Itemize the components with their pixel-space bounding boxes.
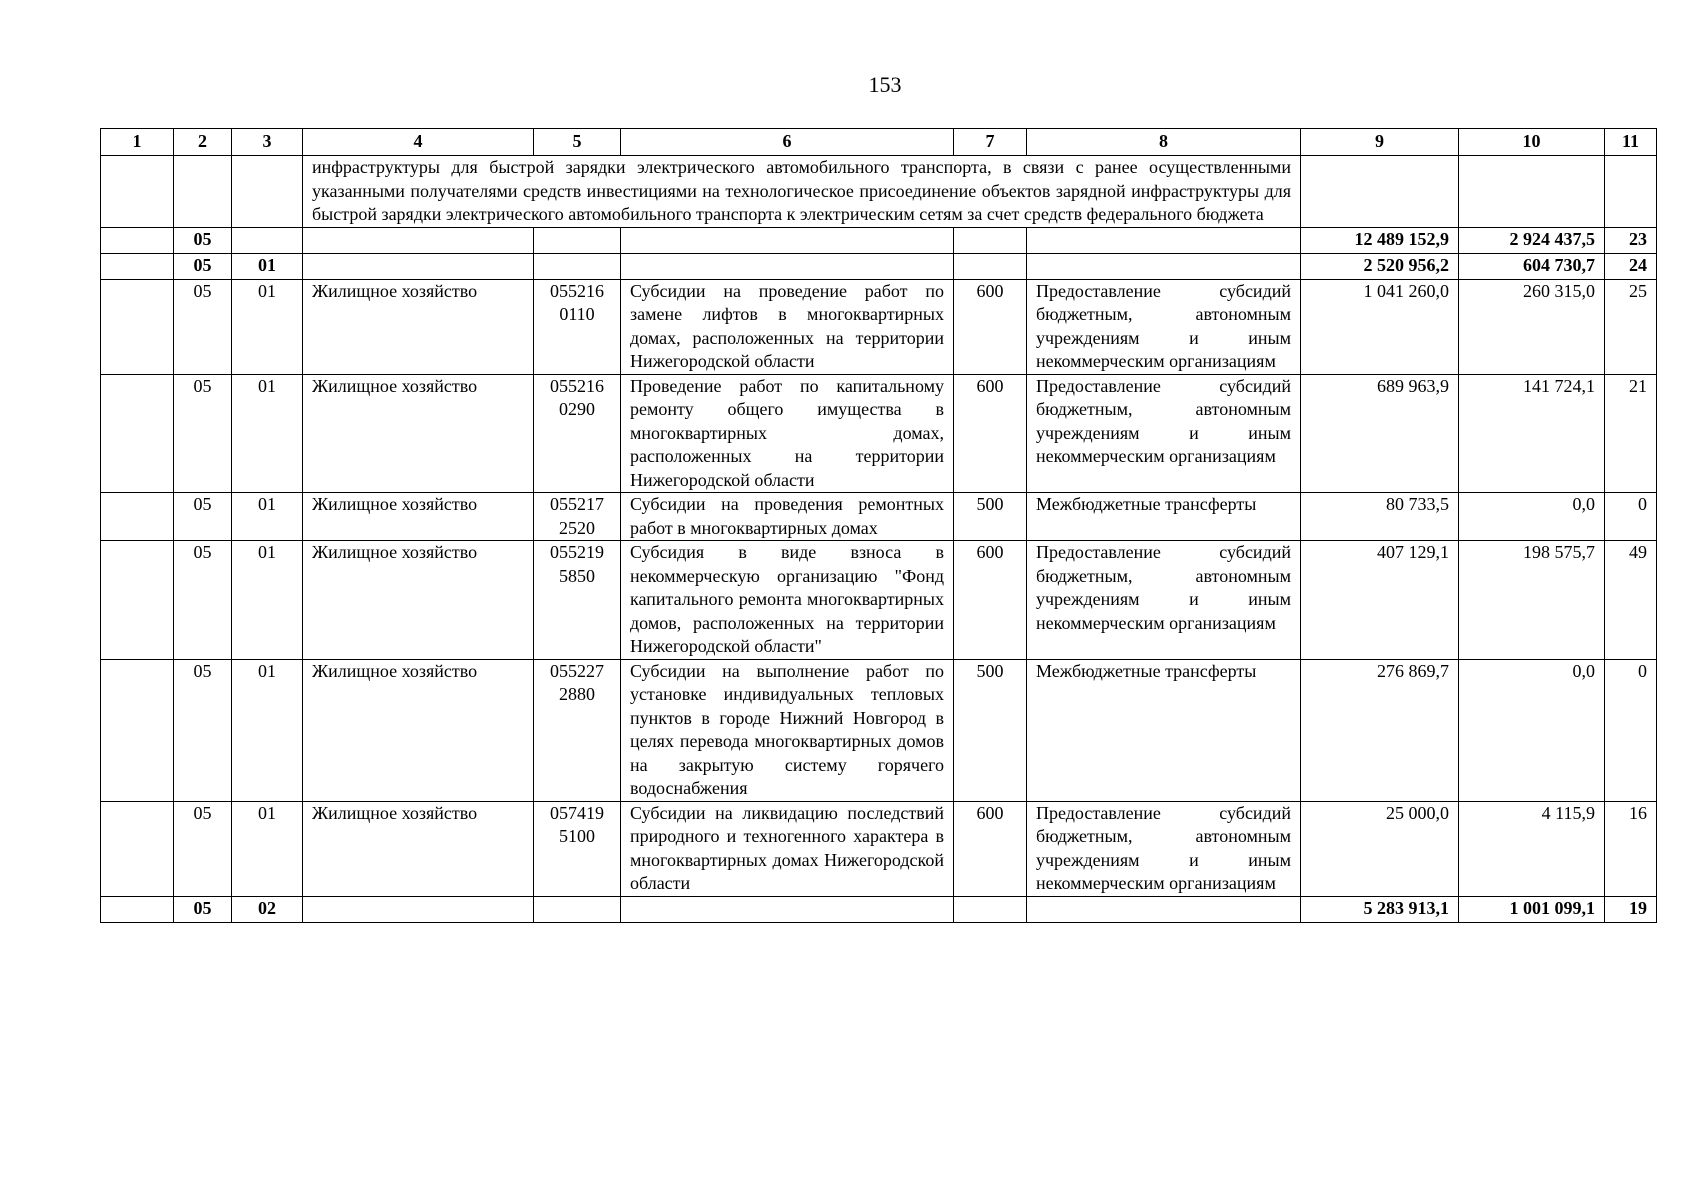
section-name: Жилищное хозяйство [303, 659, 534, 801]
subsection-code: 01 [232, 279, 303, 374]
value-col10: 260 315,0 [1459, 279, 1605, 374]
item-description: Проведение работ по капитальному ремонту общего имущества в многоквартирных домах, расположенных на территории Нижегородской области [621, 374, 954, 493]
column-number: 9 [1301, 129, 1459, 156]
total-col11: 23 [1605, 227, 1657, 253]
total-col10: 604 730,7 [1459, 253, 1605, 279]
expense-type-name: Предоставление субсидий бюджетным, автономным учреждениям и иным некоммерческим организациям [1027, 374, 1301, 493]
item-description: Субсидия в виде взноса в некоммерческую организацию "Фонд капитального ремонта многоквартирных домов, расположенных на территории Нижегородской области" [621, 541, 954, 660]
table-row [101, 279, 1657, 374]
section-name: Жилищное хозяйство [303, 801, 534, 896]
item-description: Субсидии на проведение работ по замене лифтов в многоквартирных домах, расположенных на территории Нижегородской области [621, 279, 954, 374]
section-code: 05 [174, 896, 232, 922]
column-number-row [101, 129, 1657, 156]
column-number: 11 [1605, 129, 1657, 156]
subsection-code: 01 [232, 493, 303, 541]
column-number: 3 [232, 129, 303, 156]
value-col11: 0 [1605, 493, 1657, 541]
column-number: 8 [1027, 129, 1301, 156]
section-name: Жилищное хозяйство [303, 279, 534, 374]
table-row [101, 493, 1657, 541]
value-col10: 198 575,7 [1459, 541, 1605, 660]
table-row [101, 659, 1657, 801]
table-row [101, 541, 1657, 660]
expense-type-name: Предоставление субсидий бюджетным, автономным учреждениям и иным некоммерческим организациям [1027, 541, 1301, 660]
column-number: 1 [101, 129, 174, 156]
target-code: 055216 0110 [534, 279, 621, 374]
section-code: 05 [174, 227, 232, 253]
value-col9: 407 129,1 [1301, 541, 1459, 660]
value-col10: 141 724,1 [1459, 374, 1605, 493]
section-code: 05 [174, 279, 232, 374]
target-code: 055219 5850 [534, 541, 621, 660]
section-name: Жилищное хозяйство [303, 493, 534, 541]
expense-type-name: Предоставление субсидий бюджетным, автономным учреждениям и иным некоммерческим организациям [1027, 279, 1301, 374]
value-col10: 4 115,9 [1459, 801, 1605, 896]
total-col11: 24 [1605, 253, 1657, 279]
value-col9: 276 869,7 [1301, 659, 1459, 801]
value-col11: 21 [1605, 374, 1657, 493]
value-col9: 25 000,0 [1301, 801, 1459, 896]
subsection-code [232, 227, 303, 253]
expense-type-code: 600 [954, 374, 1027, 493]
section-code: 05 [174, 801, 232, 896]
total-col9: 12 489 152,9 [1301, 227, 1459, 253]
total-row [101, 227, 1657, 253]
column-number: 10 [1459, 129, 1605, 156]
total-col11: 19 [1605, 896, 1657, 922]
subsection-code: 01 [232, 253, 303, 279]
section-code: 05 [174, 493, 232, 541]
total-col10: 2 924 437,5 [1459, 227, 1605, 253]
subsection-code: 01 [232, 541, 303, 660]
item-description: Субсидии на проведения ремонтных работ в многоквартирных домах [621, 493, 954, 541]
target-code: 055227 2880 [534, 659, 621, 801]
expense-type-code: 600 [954, 541, 1027, 660]
value-col9: 80 733,5 [1301, 493, 1459, 541]
value-col10: 0,0 [1459, 659, 1605, 801]
expense-type-name: Предоставление субсидий бюджетным, автономным учреждениям и иным некоммерческим организациям [1027, 801, 1301, 896]
expense-type-code: 500 [954, 493, 1027, 541]
continuation-row [101, 156, 1657, 228]
table-row [101, 801, 1657, 896]
column-number: 5 [534, 129, 621, 156]
section-name: Жилищное хозяйство [303, 374, 534, 493]
column-number: 4 [303, 129, 534, 156]
total-row [101, 896, 1657, 922]
total-col10: 1 001 099,1 [1459, 896, 1605, 922]
section-code: 05 [174, 374, 232, 493]
value-col10: 0,0 [1459, 493, 1605, 541]
section-code: 05 [174, 541, 232, 660]
target-code: 055217 2520 [534, 493, 621, 541]
expense-type-name: Межбюджетные трансферты [1027, 493, 1301, 541]
expense-type-code: 600 [954, 801, 1027, 896]
subsection-code: 01 [232, 374, 303, 493]
expense-type-code: 600 [954, 279, 1027, 374]
subsection-code: 01 [232, 801, 303, 896]
value-col9: 1 041 260,0 [1301, 279, 1459, 374]
column-number: 6 [621, 129, 954, 156]
target-code: 057419 5100 [534, 801, 621, 896]
value-col11: 16 [1605, 801, 1657, 896]
total-col9: 5 283 913,1 [1301, 896, 1459, 922]
section-code: 05 [174, 659, 232, 801]
expense-type-name: Межбюджетные трансферты [1027, 659, 1301, 801]
value-col11: 25 [1605, 279, 1657, 374]
subsection-code: 01 [232, 659, 303, 801]
column-number: 7 [954, 129, 1027, 156]
column-number: 2 [174, 129, 232, 156]
value-col11: 0 [1605, 659, 1657, 801]
target-code: 055216 0290 [534, 374, 621, 493]
total-col9: 2 520 956,2 [1301, 253, 1459, 279]
budget-table [100, 128, 1657, 923]
table-row [101, 374, 1657, 493]
expense-type-code: 500 [954, 659, 1027, 801]
value-col9: 689 963,9 [1301, 374, 1459, 493]
section-name: Жилищное хозяйство [303, 541, 534, 660]
continuation-text: инфраструктуры для быстрой зарядки электрического автомобильного транспорта, в связи с ранее осуществленными указанными получателями средств инвестициями на технологическое присоединение объектов зарядной инфраструктуры для быстрой зарядки электрического автомобильного транспорта к электрическим сетям за счет средств федерального бюджета [303, 156, 1301, 228]
section-code: 05 [174, 253, 232, 279]
value-col11: 49 [1605, 541, 1657, 660]
item-description: Субсидии на ликвидацию последствий природного и техногенного характера в многоквартирных домах Нижегородской области [621, 801, 954, 896]
item-description: Субсидии на выполнение работ по установке индивидуальных тепловых пунктов в городе Нижний Новгород в целях перевода многоквартирных домов на закрытую систему горячего водоснабжения [621, 659, 954, 801]
total-row [101, 253, 1657, 279]
subsection-code: 02 [232, 896, 303, 922]
page-number: 153 [868, 72, 902, 97]
